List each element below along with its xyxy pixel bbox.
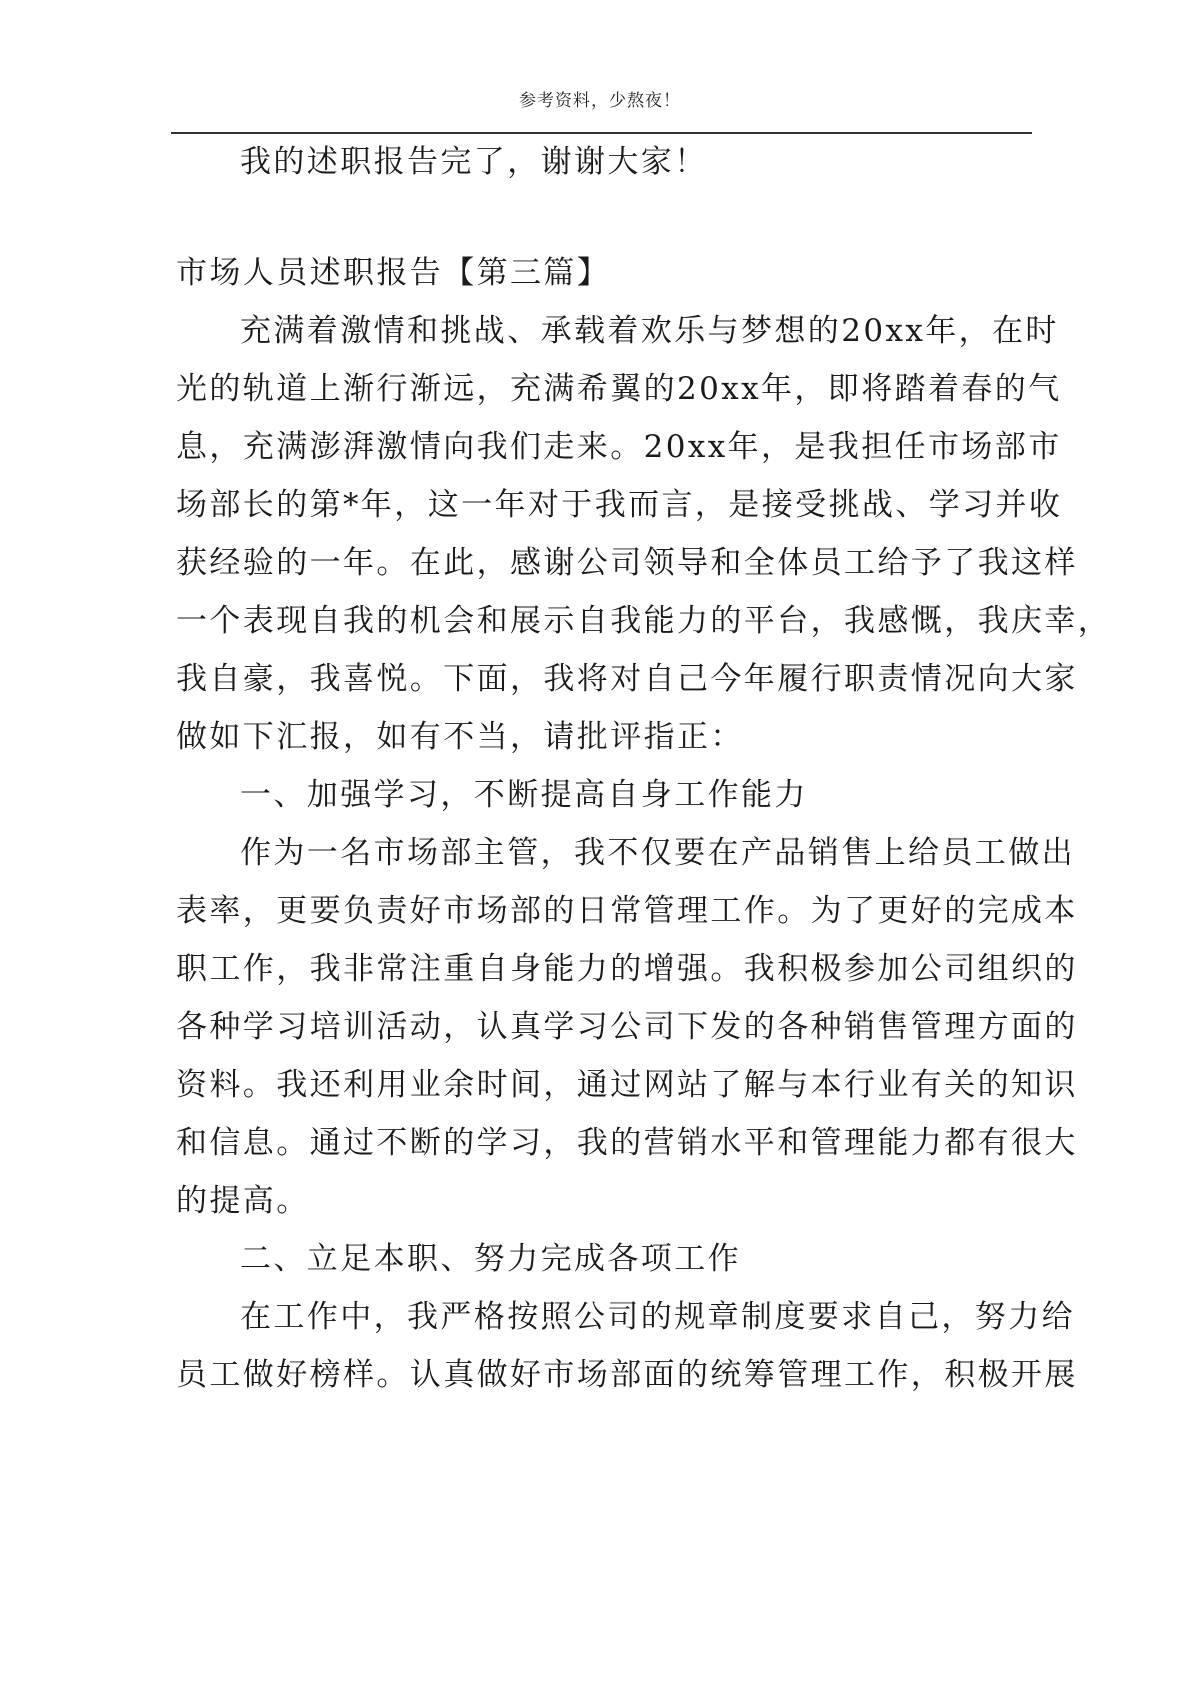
- paragraph-line: 在工作中，我严格按照公司的规章制度要求自己，努力给: [240, 1299, 1075, 1335]
- page-header: 参考资料，少熬夜！: [519, 91, 681, 111]
- paragraph-line: 各种学习培训活动，认真学习公司下发的各种销售管理方面的: [176, 1009, 1078, 1045]
- paragraph-line: 充满着激情和挑战、承载着欢乐与梦想的20xx年，在时: [240, 313, 1059, 349]
- paragraph-line: 光的轨道上渐行渐远，充满希翼的20xx年，即将踏着春的气: [176, 371, 1062, 407]
- section-heading: 一、加强学习，不断提高自身工作能力: [240, 777, 808, 813]
- paragraph-line: 表率，更要负责好市场部的日常管理工作。为了更好的完成本: [176, 893, 1078, 929]
- paragraph-line: 的提高。: [176, 1183, 310, 1219]
- header-divider: [171, 132, 1032, 134]
- paragraph-line: 我自豪，我喜悦。下面，我将对自己今年履行职责情况向大家: [176, 661, 1078, 697]
- paragraph-line: 做如下汇报，如有不当，请批评指正：: [176, 719, 744, 755]
- paragraph-line: 作为一名市场部主管，我不仅要在产品销售上给员工做出: [240, 835, 1075, 871]
- paragraph-line: 场部长的第*年，这一年对于我而言，是接受挑战、学习并收: [176, 487, 1063, 523]
- closing-line: 我的述职报告完了，谢谢大家！: [240, 144, 708, 180]
- paragraph-line: 和信息。通过不断的学习，我的营销水平和管理能力都有很大: [176, 1125, 1078, 1161]
- section-heading: 二、立足本职、努力完成各项工作: [240, 1241, 741, 1277]
- paragraph-line: 员工做好榜样。认真做好市场部面的统筹管理工作，积极开展: [176, 1357, 1078, 1393]
- paragraph-line: 资料。我还利用业余时间，通过网站了解与本行业有关的知识: [176, 1067, 1078, 1103]
- paragraph-line: 息，充满澎湃激情向我们走来。20xx年，是我担任市场部市: [176, 429, 1062, 465]
- paragraph-line: 获经验的一年。在此，感谢公司领导和全体员工给予了我这样: [176, 545, 1078, 581]
- paragraph-line: 职工作，我非常注重自身能力的增强。我积极参加公司组织的: [176, 951, 1078, 987]
- section-title: 市场人员述职报告【第三篇】: [176, 255, 611, 291]
- paragraph-line: 一个表现自我的机会和展示自我能力的平台，我感慨，我庆幸，: [176, 603, 1112, 639]
